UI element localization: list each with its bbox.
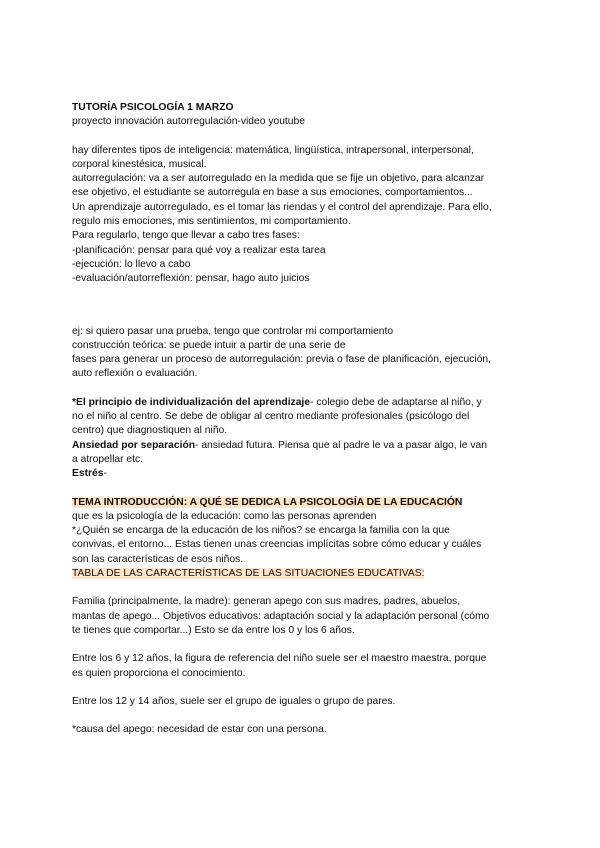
text-line: regulo mis emociones, mis sentimientos, mi comportamiento.	[72, 216, 351, 228]
ages-12-14-line: Entre los 12 y 14 años, suele ser el grupo de iguales o grupo de pares.	[72, 695, 396, 707]
text-line: Un aprendizaje autorregulado, es el tomar las riendas y el control del aprendizaje. Para ello,	[72, 201, 492, 213]
ages-6-12-section	[72, 652, 542, 681]
topic-heading: TEMA INTRODUCCIÓN: A QUÉ SE DEDICA LA PSICOLOGÍA DE LA EDUCACIÓN	[72, 496, 463, 508]
text-line: -evaluación/autorreflexión: pensar, hago auto juicios	[72, 273, 310, 285]
text-line: centro) que diagnostiquen al niño.	[72, 425, 228, 437]
text-line: no el niño al centro. Se debe de obligar al centro mediante profesionales (psicólogo del	[72, 411, 470, 423]
text-line: construcción teórica: se puede intuir a partir de una serie de	[72, 339, 346, 351]
anxiety-term: Ansiedad por separación	[72, 439, 196, 451]
text-line: corporal kinestésica, musical.	[72, 158, 207, 170]
text-line: Entre los 6 y 12 años, la figura de referencia del niño suele ser el maestro maestra, porque	[72, 653, 487, 665]
introduction-section	[72, 496, 542, 582]
text-line: ej: si quiero pasar una prueba, tengo que controlar mi comportamiento	[72, 325, 394, 337]
stress-term: Estrés	[72, 468, 104, 480]
subtitle: proyecto innovación autorregulación-video youtube	[72, 116, 305, 128]
text-line: Familia (principalmente, la madre): generan apego con sus madres, padres, abuelos,	[72, 596, 461, 608]
principle-term: *El principio de individualización del aprendizaje	[72, 396, 311, 408]
text-line: auto reflexión o evaluación.	[72, 368, 198, 380]
stress-text: -	[103, 468, 107, 480]
anxiety-line	[72, 439, 542, 453]
text-line: hay diferentes tipos de inteligencia: matemática, lingüística, intrapersonal, interpersonal,	[72, 144, 474, 156]
attachment-line: *causa del apego: necesidad de estar con una persona.	[72, 724, 327, 736]
text-line: ese objetivo, el estudiante se autorregula en base a sus emociones, comportamientos...	[72, 187, 473, 199]
text-line: fases para generar un proceso de autorregulación: previa o fase de planificación, ejecución,	[72, 354, 492, 366]
document-body	[72, 101, 542, 737]
text-line: que es la psicología de la educación: como las personas aprenden	[72, 510, 377, 522]
text-line: convivas, el entorno... Estas tienen unas creencias implícitas sobre cómo educar y cuáles	[72, 539, 482, 551]
principle-text: - colegio debe de adaptarse al niño, y	[310, 396, 482, 408]
text-line: -ejecución: lo llevo a cabo	[72, 258, 191, 270]
text-line: son las características de esos niños.	[72, 553, 244, 565]
principle-line	[72, 396, 542, 410]
stress-line	[72, 467, 542, 481]
text-line: *¿Quién se encarga de la educación de los niños? se encarga la familia con la que	[72, 525, 450, 537]
text-line: a atropellar etc.	[72, 453, 143, 465]
text-line: es quien proporciona el conocimiento.	[72, 667, 246, 679]
table-heading: TABLA DE LAS CARACTERÍSTICAS DE LAS SITUACIONES EDUCATIVAS:	[72, 568, 425, 580]
text-line: -planificación: pensar para qué voy a realizar esta tarea	[72, 244, 326, 256]
anxiety-text: - ansiedad futura. Piensa que al padre le va a pasar algo, le van	[195, 439, 487, 451]
family-section	[72, 595, 542, 638]
text-line: mantas de apego... Objetivos educativos: adaptación social y la adaptación personal (cómo	[72, 610, 490, 622]
text-line: te tienes que comportar...) Esto se da entre los 0 y los 6 años.	[72, 624, 355, 636]
example-section	[72, 325, 542, 382]
principles-section	[72, 396, 542, 482]
intelligence-section	[72, 144, 542, 287]
text-line: Para regularlo, tengo que llevar a cabo tres fases:	[72, 230, 300, 242]
page-title: TUTORÍA PSICOLOGÍA 1 MARZO	[72, 102, 234, 113]
text-line: autorregulación: va a ser autorregulado en la medida que se fije un objetivo, para alcanzar	[72, 173, 485, 185]
